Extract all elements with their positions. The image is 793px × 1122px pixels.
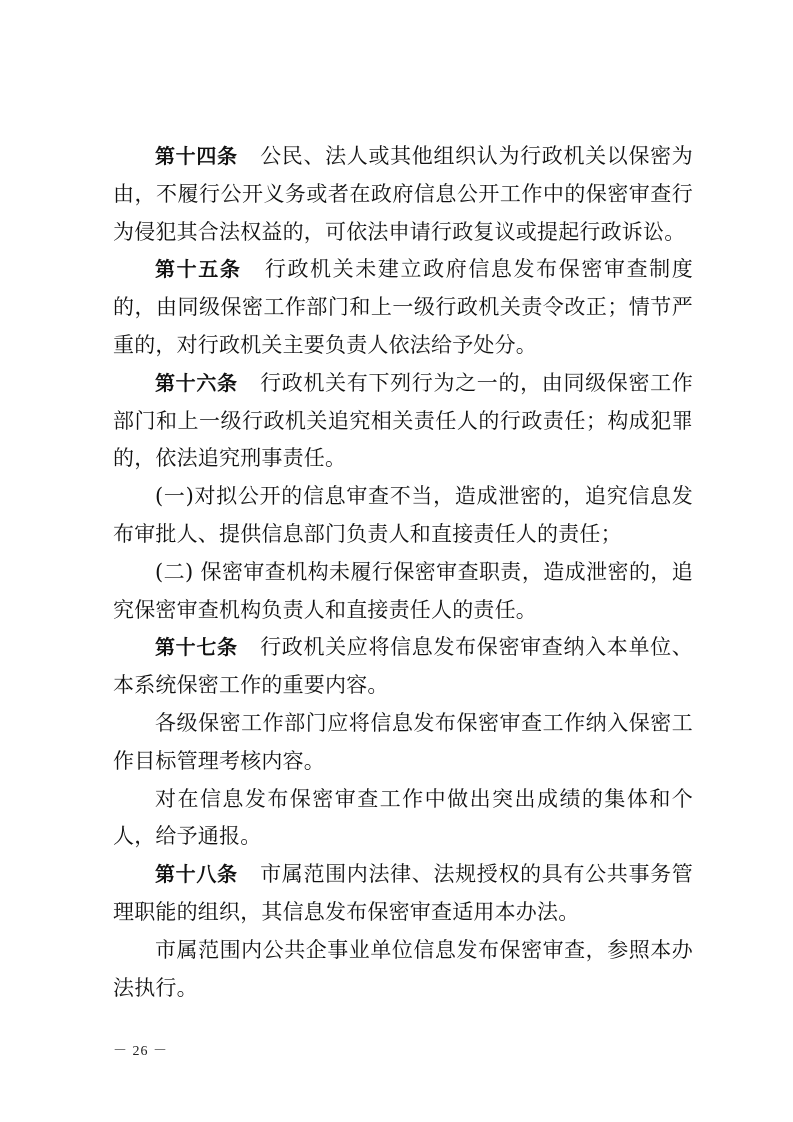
paragraph-text: 对在信息发布保密审查工作中做出突出成绩的集体和个人，给予通报。 [113, 786, 693, 849]
paragraph-item-2 [113, 554, 693, 630]
article-heading: 第十五条 [155, 257, 242, 282]
paragraph-article-16 [113, 365, 693, 478]
paragraph-text: (二) 保密审查机构未履行保密审查职责，造成泄密的，追究保密审查机构负责人和直接责任人的责任。 [113, 559, 693, 622]
paragraph-text: 行政机关有下列行为之一的，由同级保密工作部门和上一级行政机关追究相关责任人的行政责任；构成犯罪的，依法追究刑事责任。 [113, 370, 693, 471]
article-heading: 第十八条 [155, 862, 238, 887]
document-body [113, 138, 693, 1007]
page-number: － 26 － [113, 1044, 168, 1059]
paragraph-text: 行政机关应将信息发布保密审查纳入本单位、本系统保密工作的重要内容。 [113, 635, 693, 698]
paragraph-article-17-b [113, 705, 693, 781]
paragraph-article-17 [113, 629, 693, 705]
paragraph-text: (一)对拟公开的信息审查不当，造成泄密的，追究信息发布审批人、提供信息部门负责人和直接责任人的责任； [113, 484, 693, 546]
article-heading: 第十七条 [155, 635, 238, 660]
paragraph-article-15 [113, 251, 693, 364]
paragraph-article-18 [113, 856, 693, 932]
article-heading: 第十四条 [155, 144, 238, 168]
paragraph-text: 各级保密工作部门应将信息发布保密审查工作纳入保密工作目标管理考核内容。 [113, 710, 693, 773]
paragraph-article-14 [113, 138, 693, 251]
paragraph-text: 市属范围内公共企事业单位信息发布保密审查，参照本办法执行。 [113, 937, 693, 1000]
article-heading: 第十六条 [155, 370, 238, 395]
paragraph-text: 行政机关未建立政府信息发布保密审查制度的，由同级保密工作部门和上一级行政机关责令改正；情节严重的，对行政机关主要负责人依法给予处分。 [113, 257, 693, 357]
paragraph-article-18-b [113, 932, 693, 1008]
paragraph-item-1 [113, 478, 693, 554]
paragraph-text: 市属范围内法律、法规授权的具有公共事务管理职能的组织，其信息发布保密审查适用本办法。 [113, 862, 693, 924]
paragraph-article-17-c [113, 781, 693, 857]
paragraph-text: 公民、法人或其他组织认为行政机关以保密为由，不履行公开义务或者在政府信息公开工作中的保密审查行为侵犯其合法权益的，可依法申请行政复议或提起行政诉讼。 [113, 144, 693, 244]
